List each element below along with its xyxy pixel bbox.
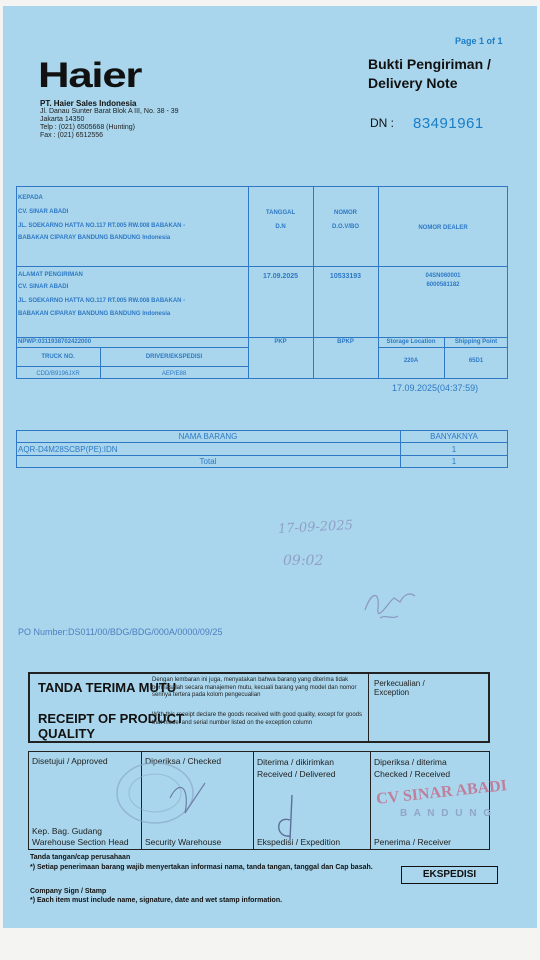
po-number: PO Number:DS011/00/BDG/BDG/000A/0000/09/25 (18, 627, 223, 637)
sig-top-border (28, 751, 490, 752)
receipt-divider (368, 672, 369, 742)
sig-expedition-label: Ekspedisi / Expedition (257, 837, 341, 847)
tanggal-header: TANGGAL D.N (265, 210, 296, 230)
receipt-top-border (28, 672, 490, 674)
print-timestamp: 17.09.2025(04:37:59) (392, 383, 479, 393)
sig-security-label: Security Warehouse (145, 837, 222, 847)
company-name: PT. Haier Sales Indonesia (40, 99, 137, 108)
sig-left-border (28, 751, 29, 849)
npwp: NPWP:0311938702422000 (18, 339, 92, 345)
bracket-left (28, 672, 30, 742)
security-stamp-icon (110, 758, 220, 838)
driver-value: AEP/E88 (161, 371, 187, 377)
col-nama-barang: NAMA BARANG (178, 432, 238, 441)
truck-value: CDD/B9196JXR (36, 371, 80, 377)
kepada-block: KEPADA CV. SINAR ABADI JL. SOEKARNO HATTA NO.117 RT.005 RW.008 BABAKAN - BABAKAN CIPARAY BANDUNG BANDUNG Indonesia (18, 195, 186, 241)
sig-received-delivered-label: Diterima / dikirimkan Received / Delivered (257, 757, 336, 779)
nomor-value: 10533193 (329, 273, 362, 280)
ekspedisi-copy-label: EKSPEDISI (401, 866, 498, 884)
sig-right-border (489, 751, 490, 849)
total-label: Total (199, 457, 217, 466)
exception-label: Perkecualian / Exception (374, 679, 425, 697)
sig-checked-received-label: Diperiksa / diterima Checked / Received (374, 757, 451, 779)
dn-number: 83491961 (413, 115, 484, 132)
receiver-stamp: CV SINAR ABADI (375, 777, 508, 808)
page-number: Page 1 of 1 (455, 36, 503, 46)
receipt-text-id: Dengan lembaran ini juga, menyatakan bahwa barang yang diterima tidak bermasalah secara manajemen mutu, kecuali barang yang model dan nomor serinya tertera pada kolom pengecualian (152, 677, 357, 698)
nomor-header: NOMOR D.O.V/BO (331, 210, 359, 230)
bpkp-label: BPKP (337, 339, 354, 345)
tanggal-value: 17.09.2025 (262, 273, 299, 280)
alamat-block: ALAMAT PENGIRIMAN CV. SINAR ABADI JL. SOEKARNO HATTA NO.117 RT.005 RW.008 BABAKAN - BABAKAN CIPARAY BANDUNG BANDUNG Indonesia (18, 272, 186, 317)
storage-location-label: Storage Location (386, 339, 436, 345)
sig-warehouse-head: Kep. Bag. Gudang Warehouse Section Head (32, 826, 129, 847)
grid-line (16, 442, 508, 443)
haier-logo: Haier (38, 56, 142, 95)
sig-approved-label: Disetujui / Approved (32, 756, 108, 766)
footer-note-title-en: Company Sign / Stamp (30, 888, 107, 895)
handwritten-time: 09:02 (283, 553, 324, 569)
dealer-values: 04SN060001 6000581182 (425, 273, 461, 288)
sig-divider (370, 751, 371, 849)
driver-label: DRIVER/EKSPEDISI (145, 354, 203, 360)
sig-divider (253, 751, 254, 849)
company-address: Jl. Danau Sunter Barat Blok A III, No. 38 - 39 Jakarta 14350 Telp : (021) 6505668 (Hunting) Fax : (021) 6512556 (40, 108, 179, 139)
sig-checked-label: Diperiksa / Checked (145, 756, 222, 766)
pkp-label: PKP (274, 339, 287, 345)
footer-note-title-id: Tanda tangan/cap perusahaan (30, 854, 131, 861)
document-title: Bukti Pengiriman / Delivery Note (368, 56, 491, 91)
sig-receiver-label: Penerima / Receiver (374, 837, 452, 847)
grid-line (16, 366, 248, 367)
shipping-point-value: 65D1 (468, 358, 484, 364)
item-name: AQR-D4M28SCBP(PE):IDN (18, 445, 118, 454)
handwritten-signature (360, 580, 430, 625)
grid-line (16, 266, 508, 267)
receipt-title-en: RECEIPT OF PRODUCT QUALITY (38, 711, 184, 741)
receipt-title-id: TANDA TERIMA MUTU (38, 680, 177, 695)
grid-line (378, 347, 508, 348)
shipping-point-label: Shipping Point (454, 339, 498, 345)
footer-note-en: *) Each item must include name, signature, date and wet stamp information. (30, 897, 283, 904)
item-qty: 1 (451, 445, 457, 454)
sig-bottom-border (28, 849, 490, 850)
dn-label: DN : (370, 116, 394, 130)
receipt-text-en: With this receipt declare the goods received with good quality, except for goods that model and serial number listed on the exception column (152, 712, 363, 726)
footer-note-id: *) Setiap penerimaan barang wajib menyertakan informasi nama, tanda tangan, tanggal dan Cap basah. (30, 864, 373, 871)
bracket-right (488, 672, 490, 742)
nomor-dealer-header: NOMOR DEALER (418, 225, 468, 231)
truck-label: TRUCK NO. (41, 354, 75, 360)
total-qty: 1 (451, 457, 457, 466)
handwritten-date: 17-09-2025 (277, 518, 354, 537)
expedition-signature-icon (270, 790, 310, 845)
receiver-stamp-city: B A N D U N G (400, 808, 494, 819)
grid-line (16, 455, 508, 456)
col-banyaknya: BANYAKNYA (430, 432, 478, 441)
receipt-bottom-border (28, 741, 490, 743)
storage-location-value: 220A (403, 358, 419, 364)
grid-line (16, 347, 248, 348)
